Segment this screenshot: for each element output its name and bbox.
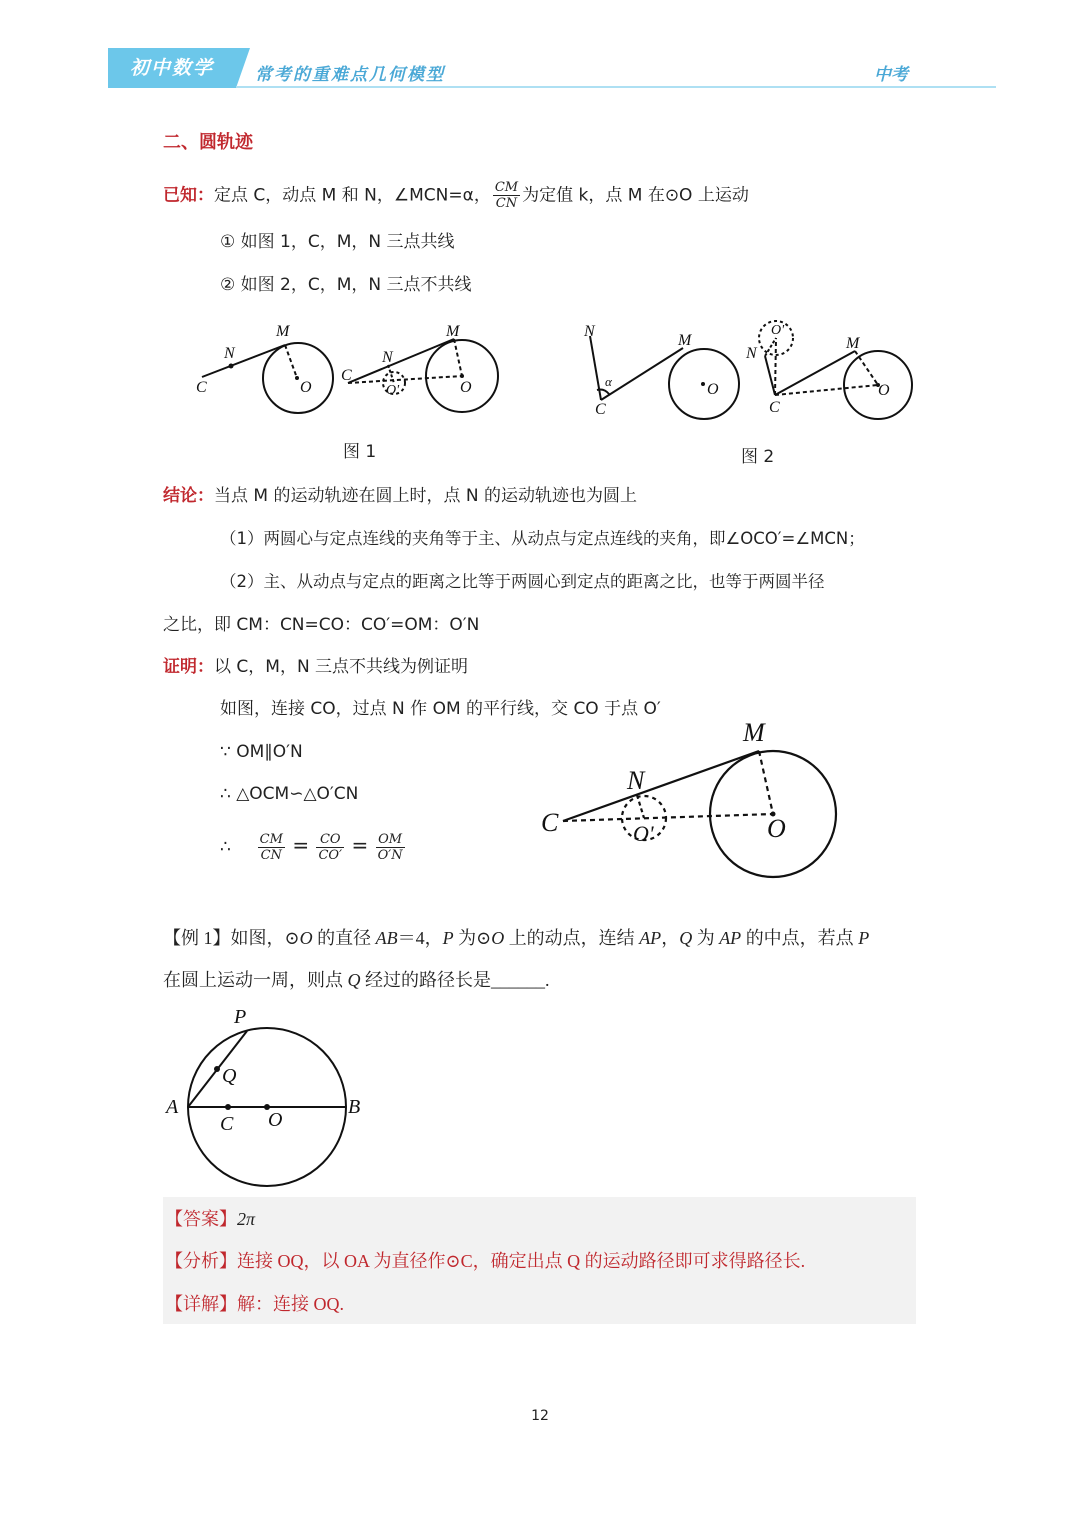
proof-f2-num: CO (316, 832, 344, 848)
proof-f3-den: O′N (377, 847, 403, 863)
example-fig-label-o: O (268, 1109, 283, 1131)
proof-fig-label-n: N (627, 766, 645, 795)
example-t7: 为 (692, 928, 720, 948)
page-number: 12 (531, 1408, 549, 1424)
proof-eq-2: = (351, 833, 369, 857)
proof-line-3: ∴ △OCM∽△O′CN (220, 784, 359, 804)
fig2b-label-c: C (769, 399, 780, 416)
given-item-2: ② 如图 2，C，M，N 三点不共线 (220, 275, 472, 295)
fig1b-line-cm (348, 339, 454, 383)
proof-fig-line-cm (563, 751, 759, 821)
fig1a-label-c: C (196, 379, 207, 396)
section-title: 二、圆轨迹 (163, 132, 253, 153)
example-t10: 经过的路径长是______. (360, 970, 550, 990)
example-o2: O (491, 928, 505, 948)
proof-f3-num: OM (376, 832, 405, 848)
analysis-text: 连接 OQ，以 OA 为直径作⊙C，确定出点 Q 的运动路径即可求得路径长. (237, 1251, 806, 1271)
fig2a-label-o: O (707, 381, 719, 398)
conclusion-label: 结论： (163, 486, 214, 506)
proof-fig-line-o1n (637, 795, 644, 818)
header-tab: 初中数学 (108, 48, 236, 88)
example-fig-label-q: Q (222, 1065, 237, 1087)
conclusion-point-1: （1）两圆心与定点连线的夹角等于主、从动点与定点连线的夹角，即∠OCO′=∠MCN； (220, 529, 865, 548)
fig2a-label-m: M (678, 332, 692, 349)
proof-fig-line-co (563, 814, 773, 821)
proof-line-1: 如图，连接 CO，过点 N 作 OM 的平行线，交 CO 于点 O′ (220, 699, 661, 719)
fig2b-line-cn (765, 356, 775, 395)
fig1a-point-o (295, 376, 299, 380)
example-ap2: AP (719, 928, 742, 948)
fig2b-label-o1: O' (771, 323, 785, 338)
fig1a-point-n (229, 364, 234, 369)
example-figure (160, 1000, 375, 1195)
fig2b-line-cm (775, 351, 855, 395)
proof-fig-label-o1: O' (633, 821, 654, 846)
given-text-b: 为定值 k，点 M 在⊙O 上运动 (522, 185, 749, 206)
conclusion-point-2b: 之比，即 CM：CN=CO：CO′=OM：O′N (163, 615, 480, 635)
proof-therefore: ∴ (220, 837, 231, 857)
example-ab: AB (375, 928, 398, 948)
example-fig-label-p: P (234, 1006, 247, 1028)
header-subtitle: 常考的重难点几何模型 (255, 65, 445, 85)
given-text-a: 定点 C，动点 M 和 N，∠MCN=α， (214, 185, 491, 206)
proof-text: 以 C，M，N 三点不共线为例证明 (214, 657, 469, 677)
fig2b-label-m: M (846, 335, 860, 352)
fig2b-label-o: O (878, 382, 890, 399)
fig1b-label-o: O (460, 379, 472, 396)
proof-line-2: ∵ OM∥O′N (220, 742, 303, 762)
example-fig-point-q (214, 1066, 220, 1072)
fig2a-point-o (701, 382, 705, 386)
example-t1: 【例 1】如图，⊙ (163, 928, 300, 948)
header-divider (236, 86, 996, 88)
figures-1-2 (190, 310, 920, 430)
given-fraction (493, 180, 520, 211)
proof-frac-cm-cn (258, 832, 285, 863)
header-right: 中考 (874, 65, 908, 85)
example-t6: ， (661, 928, 680, 948)
example-ap1: AP (639, 928, 662, 948)
proof-fig-label-o: O (767, 814, 786, 843)
proof-figure (535, 715, 845, 890)
fig2a-label-alpha: α (605, 374, 612, 389)
fig1a-om (285, 345, 297, 378)
fig2b-co1 (775, 338, 776, 395)
proof-f1-num: CM (259, 831, 283, 847)
given-frac-num: CM (494, 180, 519, 195)
example-fig-label-a: A (166, 1096, 179, 1118)
proof-label: 证明： (163, 657, 214, 677)
fig1b-label-n: N (382, 349, 393, 366)
fig1b-point-o (460, 374, 464, 378)
proof-fig-label-m: M (743, 718, 765, 747)
example-fig-point-c (225, 1104, 231, 1110)
conclusion-text: 当点 M 的运动轨迹在圆上时，点 N 的运动轨迹也为圆上 (214, 486, 637, 506)
proof-eq-1: = (292, 833, 310, 857)
detail-text: 解：连接 OQ. (237, 1294, 344, 1314)
example-q2: Q (347, 970, 361, 990)
proof-line (163, 655, 468, 679)
example-t8: 的中点，若点 (741, 928, 859, 948)
example-t2: 的直径 (312, 928, 376, 948)
proof-frac-co-co1 (316, 832, 344, 863)
fig1a-line-cm (202, 345, 285, 377)
answer-line (165, 1207, 255, 1231)
example-fig-label-b: B (348, 1096, 361, 1118)
fig1b-label-c: C (341, 367, 352, 384)
example-t5: 上的动点，连结 (504, 928, 640, 948)
given-label: 已知： (163, 185, 214, 206)
fig2b-label-n: N (746, 345, 757, 362)
detail-line (165, 1292, 344, 1316)
example-line-1 (163, 924, 869, 950)
answer-label: 【答案】 (165, 1209, 237, 1229)
fig2-caption: 图 2 (741, 447, 775, 467)
example-q1: Q (679, 928, 693, 948)
proof-ratio-line (220, 826, 407, 866)
proof-frac-om-o1n (376, 832, 405, 863)
answer-value: 2π (237, 1209, 256, 1229)
given-line (163, 180, 749, 211)
proof-fig-label-c: C (541, 808, 559, 837)
conclusion-point-2a: （2）主、从动点与定点的距离之比等于两圆心到定点的距离之比，也等于两圆半径 (220, 572, 825, 591)
given-frac-den: CN (495, 196, 518, 211)
example-o1: O (299, 928, 313, 948)
fig2a-label-n: N (584, 323, 595, 340)
given-item-1: ① 如图 1，C，M，N 三点共线 (220, 232, 455, 252)
example-t3: ＝4， (397, 928, 443, 948)
analysis-label: 【分析】 (165, 1251, 237, 1271)
proof-f1-den: CN (260, 847, 282, 863)
fig1-caption: 图 1 (343, 442, 377, 462)
example-t4: 为⊙ (453, 928, 492, 948)
detail-label: 【详解】 (165, 1294, 237, 1314)
proof-f2-den: CO′ (318, 847, 343, 863)
fig1b-om (454, 339, 462, 376)
fig1a-label-n: N (224, 345, 235, 362)
fig1a-label-m: M (276, 323, 290, 340)
proof-fig-line-om (759, 751, 773, 814)
example-p2: P (858, 928, 870, 948)
example-fig-label-c: C (220, 1113, 234, 1135)
analysis-line (165, 1249, 805, 1273)
conclusion-line (163, 484, 637, 508)
fig1b-label-o1: O' (386, 383, 400, 398)
example-p1: P (442, 928, 454, 948)
fig2a-label-c: C (595, 401, 606, 418)
fig1a-label-o: O (300, 379, 312, 396)
example-t9: 在圆上运动一周，则点 (163, 970, 348, 990)
fig1b-label-m: M (446, 323, 460, 340)
example-line-2 (163, 966, 550, 992)
